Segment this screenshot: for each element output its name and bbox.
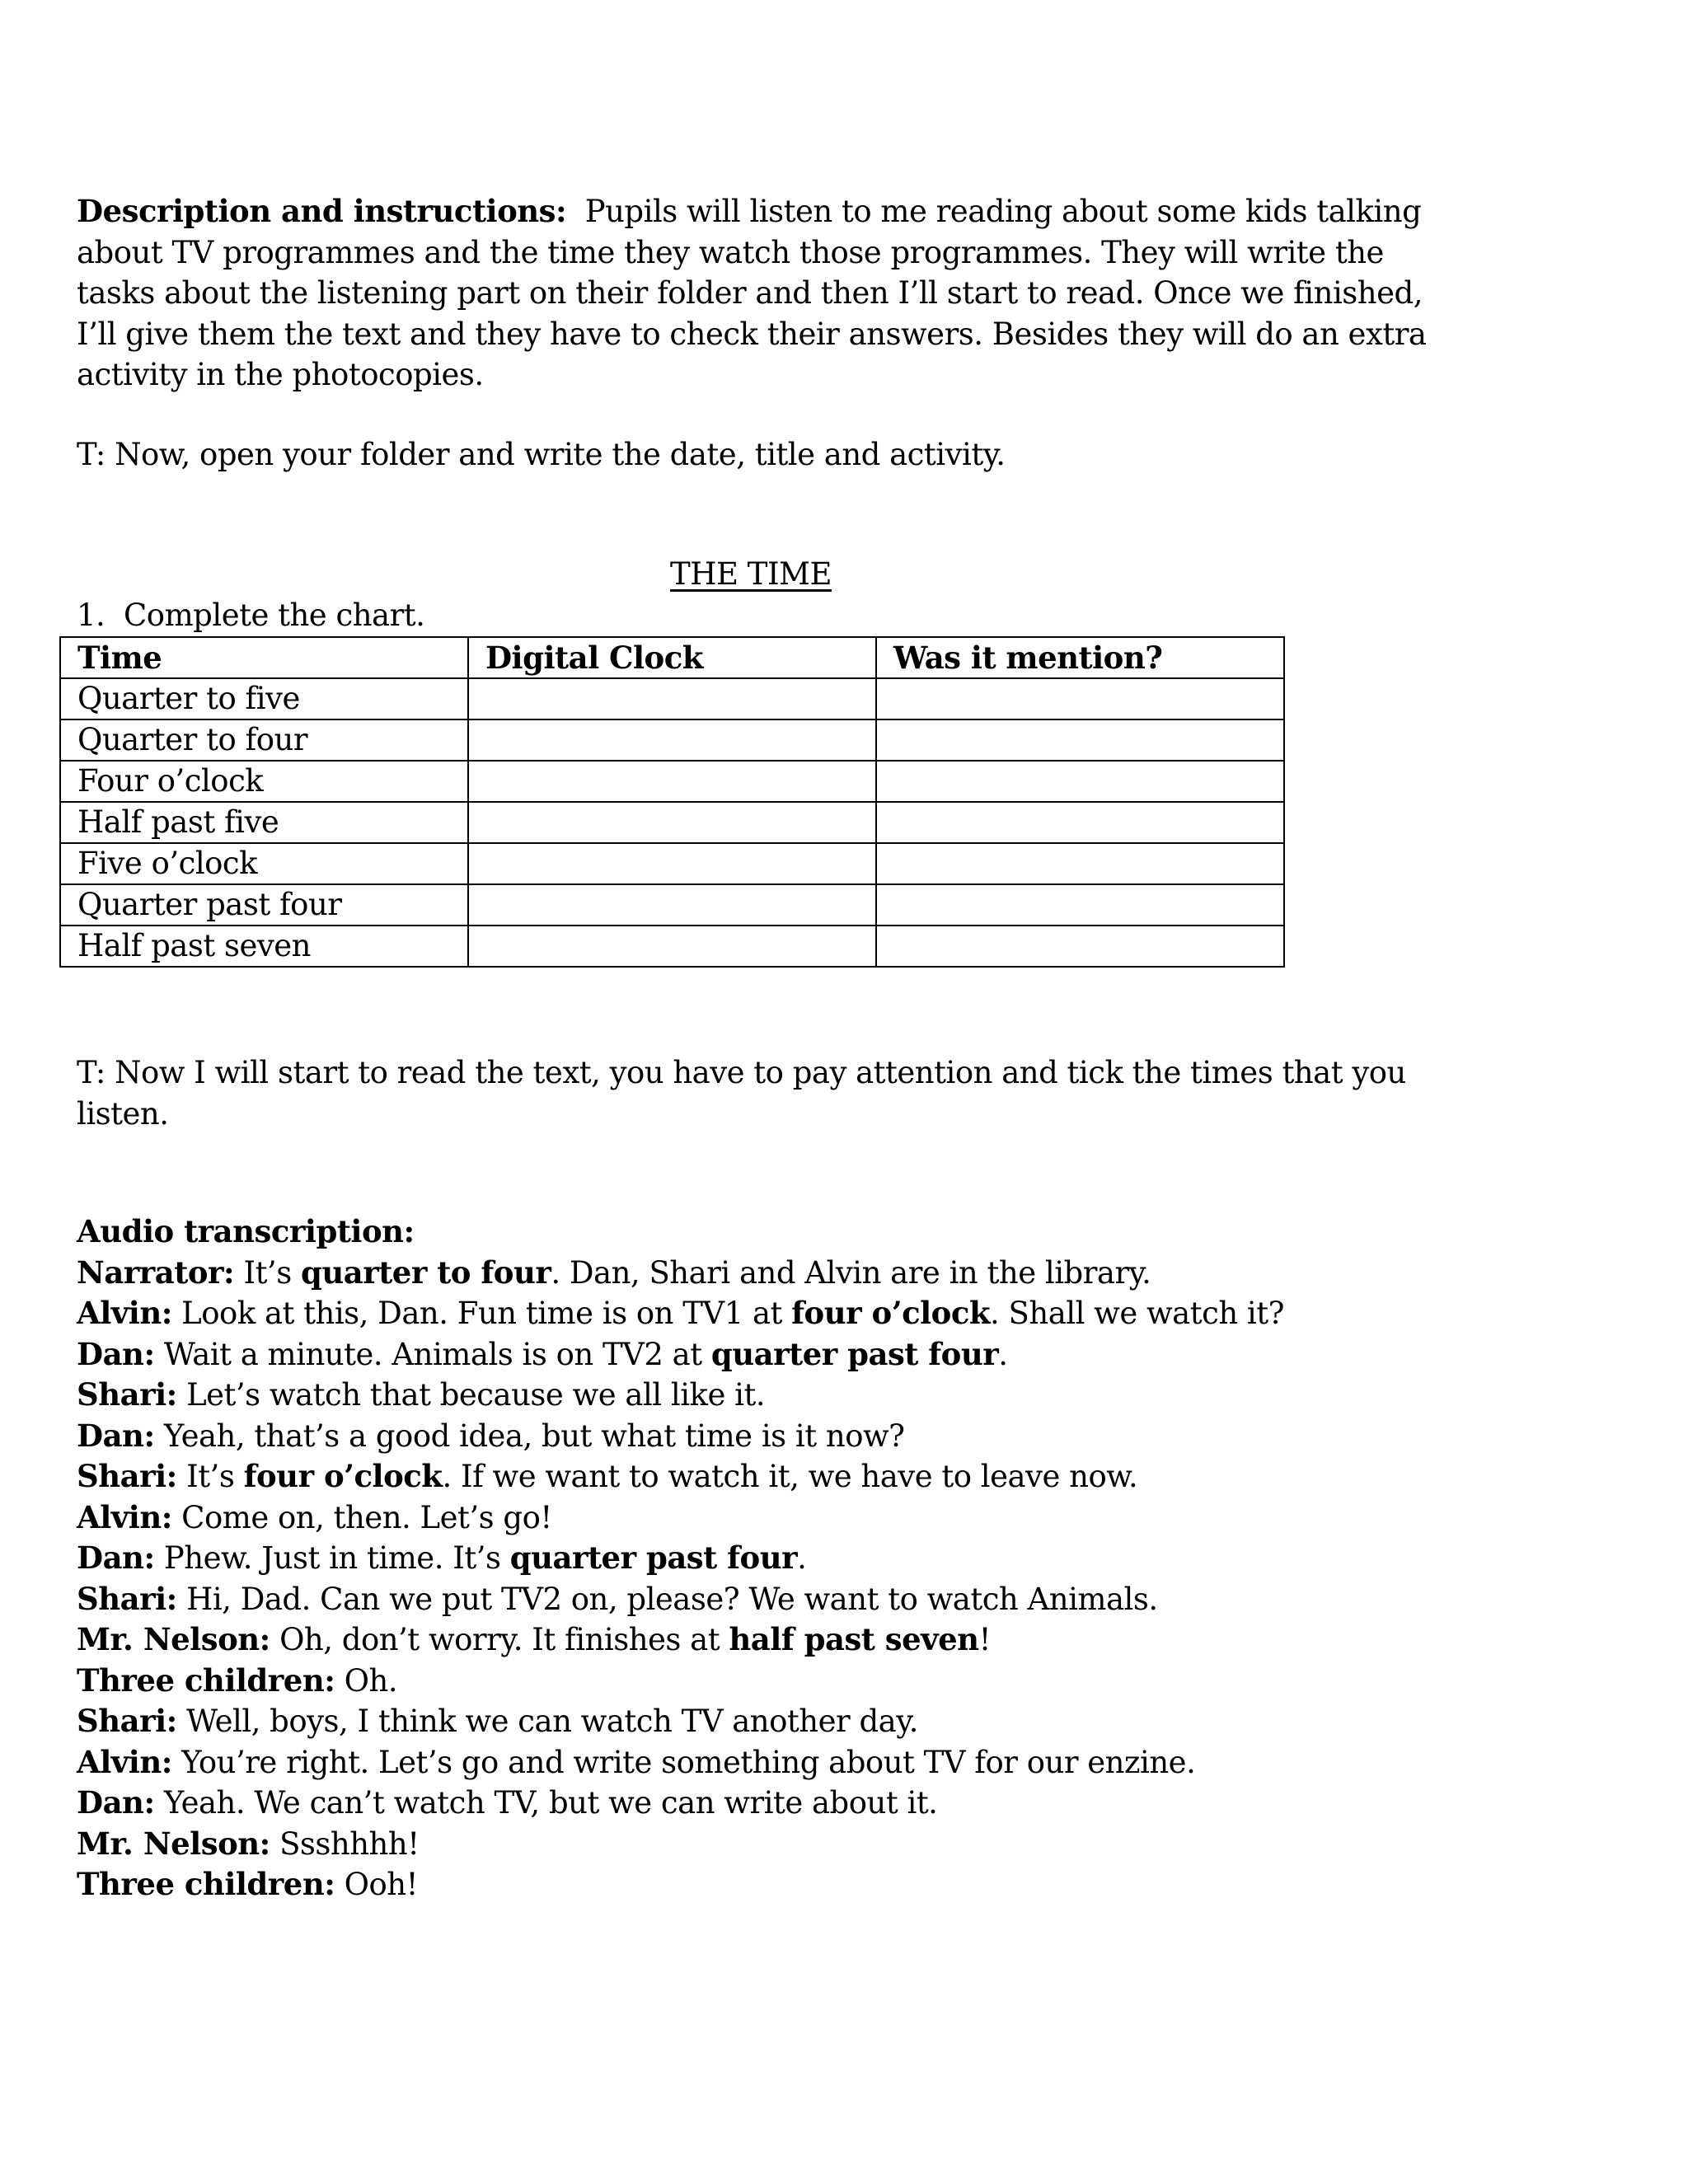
dialogue-text: Come on, then. Let’s go!	[171, 1499, 552, 1535]
transcript-line	[77, 1416, 1478, 1457]
highlighted-time: four o’clock	[791, 1295, 990, 1331]
table-row	[60, 926, 1284, 967]
transcript-heading: Audio transcription:	[77, 1213, 415, 1249]
time-cell: Quarter past four	[60, 884, 468, 926]
dialogue-text: . Shall we watch it?	[990, 1296, 1284, 1331]
transcript-line	[77, 1293, 1478, 1334]
speaker-name: Dan:	[77, 1784, 155, 1821]
table-row	[60, 802, 1284, 843]
table-row	[60, 843, 1284, 884]
dialogue-text: Phew. Just in time. It’s	[154, 1540, 510, 1576]
task-heading	[77, 595, 424, 636]
speaker-name: Alvin:	[77, 1295, 172, 1331]
speaker-name: Dan:	[77, 1417, 155, 1454]
digital-clock-cell	[468, 926, 876, 967]
table-header-row	[60, 637, 1284, 678]
speaker-name: Shari:	[77, 1703, 177, 1739]
dialogue-text: Well, boys, I think we can watch TV another day.	[176, 1704, 918, 1739]
digital-clock-cell	[468, 678, 876, 719]
transcript-line	[77, 1334, 1478, 1376]
time-cell: Four o’clock	[60, 761, 468, 802]
speaker-name: Alvin:	[77, 1743, 172, 1780]
speaker-name: Three children:	[77, 1661, 335, 1699]
dialogue-text: It’s	[176, 1459, 244, 1494]
transcript-line	[77, 1619, 1478, 1661]
highlighted-time: quarter past four	[710, 1335, 999, 1372]
digital-clock-cell	[468, 843, 876, 884]
dialogue-text: Ssshhhh!	[270, 1825, 420, 1862]
dialogue-text: It’s	[234, 1254, 301, 1291]
dialogue-text: . If we want to watch it, we have to leave now.	[442, 1459, 1138, 1494]
transcript-line	[77, 1783, 1478, 1824]
transcript-line	[77, 1253, 1478, 1294]
dialogue-text: Let’s watch that because we all like it.	[176, 1377, 766, 1413]
speaker-name: Mr. Nelson:	[77, 1621, 270, 1657]
digital-clock-cell	[468, 884, 876, 926]
dialogue-text: !	[978, 1622, 991, 1657]
mention-cell	[876, 678, 1284, 719]
mention-cell	[876, 802, 1284, 843]
speaker-name: Mr. Nelson:	[77, 1825, 270, 1862]
time-cell: Half past five	[60, 802, 468, 843]
digital-clock-cell	[468, 719, 876, 761]
speaker-name: Shari:	[77, 1458, 177, 1494]
dialogue-text: Ooh!	[335, 1867, 418, 1902]
dialogue-text: .	[797, 1540, 807, 1576]
mention-cell	[876, 843, 1284, 884]
audio-transcription	[77, 1212, 1478, 1905]
table-row	[60, 761, 1284, 802]
table-row	[60, 884, 1284, 926]
transcript-line	[77, 1864, 1478, 1905]
speaker-name: Dan:	[77, 1540, 155, 1576]
speaker-name: Alvin:	[77, 1498, 172, 1535]
transcript-line	[77, 1375, 1478, 1416]
dialogue-text: Wait a minute. Animals is on TV2 at	[154, 1336, 711, 1372]
intro-heading: Description and instructions:	[77, 193, 567, 229]
speaker-name: Shari:	[77, 1580, 177, 1617]
transcript-line	[77, 1742, 1478, 1783]
dialogue-text: Oh.	[335, 1662, 398, 1699]
table-row	[60, 678, 1284, 719]
dialogue-text: Look at this, Dan. Fun time is on TV1 at	[171, 1296, 792, 1331]
time-cell: Quarter to four	[60, 719, 468, 761]
transcript-line	[77, 1824, 1478, 1865]
dialogue-text: Yeah, that’s a good idea, but what time is it now?	[154, 1418, 905, 1454]
mention-cell	[876, 719, 1284, 761]
transcript-line	[77, 1579, 1478, 1620]
header-digital-clock: Digital Clock	[468, 637, 876, 678]
time-cell: Half past seven	[60, 926, 468, 967]
intro-paragraph	[77, 191, 1445, 396]
speaker-name: Narrator:	[77, 1254, 235, 1291]
transcript-line	[77, 1661, 1478, 1702]
task-number: 1.	[77, 598, 106, 633]
speaker-name: Dan:	[77, 1335, 155, 1372]
header-was-it-mention: Was it mention?	[876, 637, 1284, 678]
speaker-name: Shari:	[77, 1376, 177, 1413]
mention-cell	[876, 884, 1284, 926]
instruction-listen: T: Now I will start to read the text, you have to pay attention and tick the times that you listen.	[77, 1055, 1406, 1132]
digital-clock-cell	[468, 761, 876, 802]
highlighted-time: half past seven	[729, 1621, 979, 1657]
intro-text: Pupils will listen to me reading about some kids talking about TV programmes and the time they watch those programmes. They will write the tasks about the listening part on their folder and then I’ll start to read. Once we finished, I’ll give them the text and they have to check their answers. Besides they will do an extra activity in the photocopies.	[77, 194, 1427, 392]
transcript-line	[77, 1497, 1478, 1539]
dialogue-text: You’re right. Let’s go and write something about TV for our enzine.	[171, 1744, 1196, 1780]
worksheet-title: THE TIME	[670, 556, 832, 592]
transcript-line	[77, 1538, 1478, 1579]
time-chart-table	[59, 636, 1285, 968]
time-cell: Five o’clock	[60, 843, 468, 884]
instruction-open-folder: T: Now, open your folder and write the date, title and activity.	[77, 437, 1006, 472]
dialogue-text: Oh, don’t worry. It finishes at	[270, 1622, 729, 1657]
highlighted-time: four o’clock	[243, 1458, 443, 1494]
transcript-lines	[77, 1253, 1478, 1905]
transcript-line	[77, 1701, 1478, 1742]
dialogue-text: Hi, Dad. Can we put TV2 on, please? We want to watch Animals.	[176, 1581, 1158, 1617]
header-time: Time	[60, 637, 468, 678]
mention-cell	[876, 761, 1284, 802]
transcript-line	[77, 1456, 1478, 1497]
table-row	[60, 719, 1284, 761]
time-cell: Quarter to five	[60, 678, 468, 719]
task-label: Complete the chart.	[124, 598, 425, 633]
dialogue-text: . Dan, Shari and Alvin are in the library.	[551, 1254, 1151, 1291]
dialogue-text: .	[998, 1336, 1008, 1372]
highlighted-time: quarter to four	[300, 1254, 551, 1291]
dialogue-text: Yeah. We can’t watch TV, but we can write about it.	[154, 1785, 938, 1821]
highlighted-time: quarter past four	[509, 1540, 798, 1576]
digital-clock-cell	[468, 802, 876, 843]
speaker-name: Three children:	[77, 1866, 335, 1902]
mention-cell	[876, 926, 1284, 967]
